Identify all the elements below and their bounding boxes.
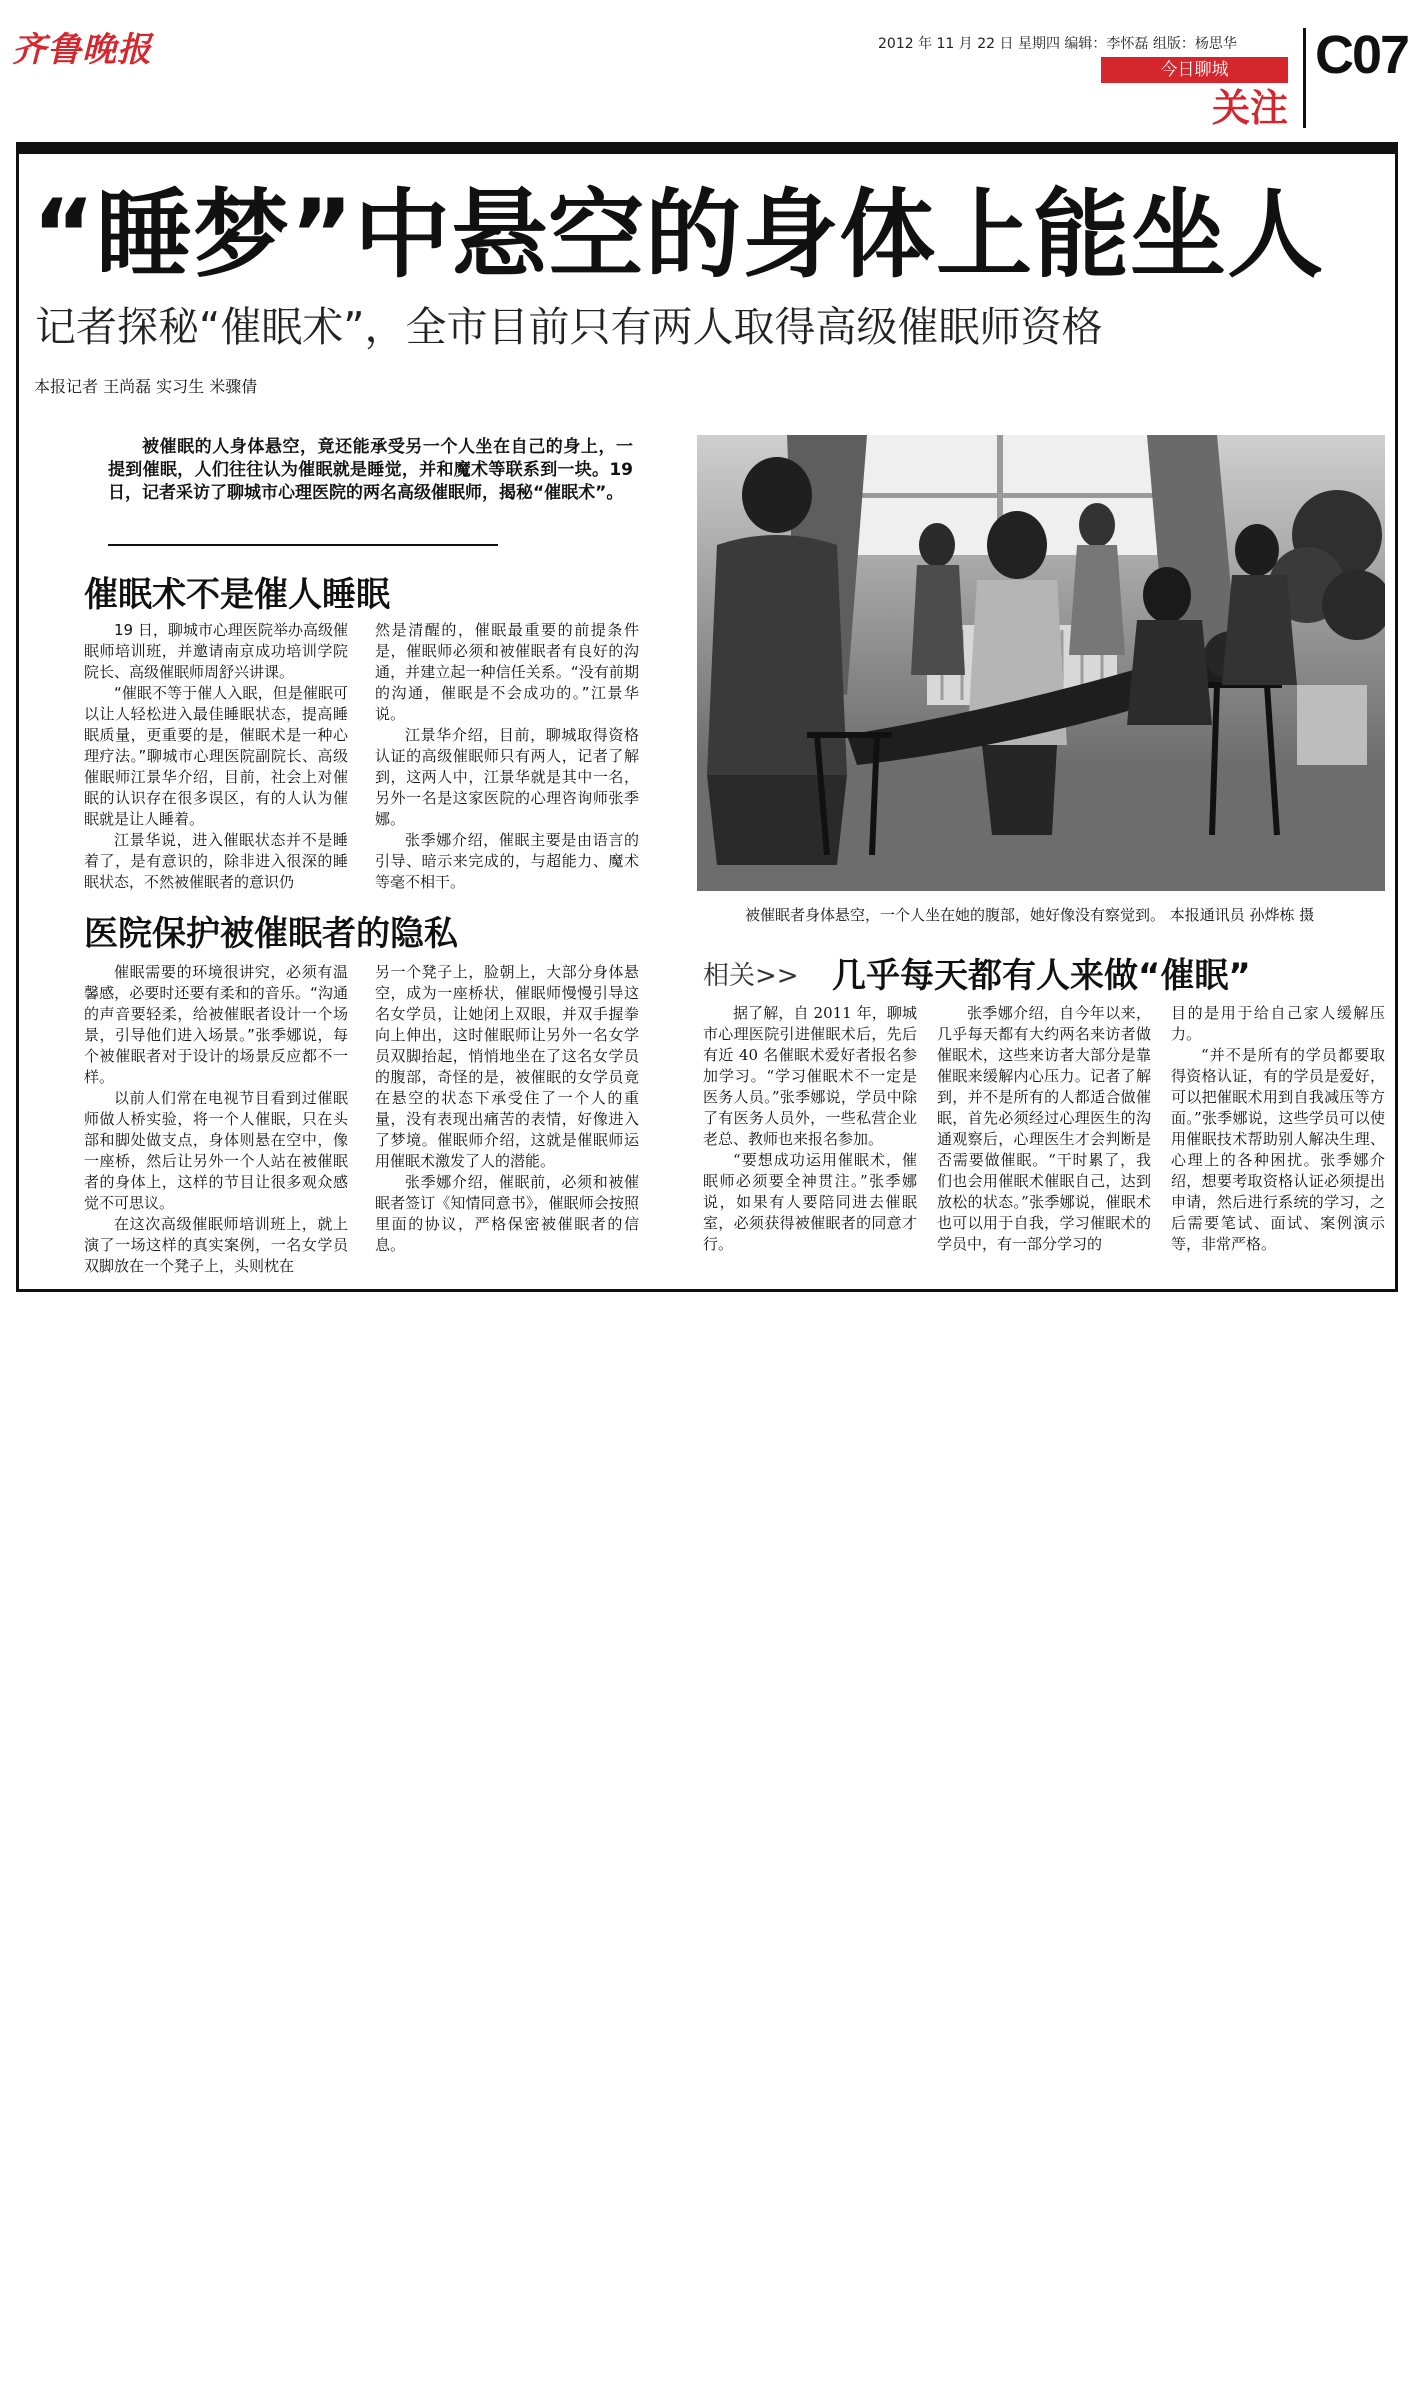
related-column-1 bbox=[703, 1003, 917, 1255]
related-column-3 bbox=[1171, 1003, 1385, 1255]
article-column-3 bbox=[84, 962, 348, 1277]
photo-hypnosis-demo-illustration bbox=[697, 435, 1385, 891]
paragraph: 催眠需要的环境很讲究，必须有温馨感，必要时还要有柔和的音乐。“沟通的声音要轻柔，给被催眠者设计一个场景，引导他们进入场景。”张季娜说，每个被催眠者对于设计的场景反应都不一样。 bbox=[84, 963, 348, 1086]
paragraph: 在这次高级催眠师培训班上，就上演了一场这样的真实案例，一名女学员双脚放在一个凳子上，头则枕在 bbox=[84, 1215, 348, 1275]
paragraph: 另一个凳子上，脸朝上，大部分身体悬空，成为一座桥状，催眠师慢慢引导这名女学员，让她闭上双眼，并双手握拳向上伸出，这时催眠师让另外一名女学员双脚抬起，悄悄地坐在了这名女学员的腹部，奇怪的是，被催眠的女学员竟在悬空的状态下承受住了一个人的重量，没有表现出痛苦的表情，好像进入了梦境。催眠师介绍，这就是催眠师运用催眠术激发了人的潜能。 bbox=[375, 963, 639, 1170]
paragraph: 目的是用于给自己家人缓解压力。 bbox=[1171, 1004, 1385, 1043]
article-frame-top-bar bbox=[16, 142, 1398, 154]
related-label: 相关>> bbox=[703, 961, 799, 991]
headline: “睡梦”中悬空的身体上能坐人 bbox=[32, 179, 1325, 291]
newspaper-logo: 齐鲁晚报 bbox=[12, 30, 152, 70]
related-title: 几乎每天都有人来做“催眠” bbox=[832, 956, 1251, 996]
paragraph: 张季娜介绍，自今年以来，几乎每天都有大约两名来访者做催眠术，这些来访者大部分是靠催眠来缓解内心压力。记者了解到，并不是所有的人都适合做催眠，首先必须经过心理医生的沟通观察后，心理医生才会判断是否需要做催眠。“干时累了，我们也会用催眠术催眠自己，达到放松的状态。”张季娜说，催眠术也可以用于自我，学习催眠术的学员中，有一部分学习的 bbox=[937, 1004, 1151, 1253]
section-bar: 今日聊城 bbox=[1101, 57, 1288, 83]
lead-divider bbox=[108, 544, 498, 546]
paragraph: 据了解，自 2011 年，聊城市心理医院引进催眠术后，先后有近 40 名催眠术爱好者报名参加学习。“学习催眠术不一定是医务人员。”张季娜说，学员中除了有医务人员外，一些私营企业老总、教师也来报名参加。 bbox=[703, 1004, 917, 1148]
subheadline: 记者探秘“催眠术”，全市目前只有两人取得高级催眠师资格 bbox=[35, 303, 1103, 351]
paragraph: 然是清醒的，催眠最重要的前提条件是，催眠师必须和被催眠者有良好的沟通，并建立起一种信任关系。“没有前期的沟通，催眠是不会成功的。”江景华说。 bbox=[375, 621, 639, 723]
lead-paragraph: 被催眠的人身体悬空，竟还能承受另一个人坐在自己的身上，一提到催眠，人们往往认为催眠就是睡觉，并和魔术等联系到一块。19 日，记者采访了聊城市心理医院的两名高级催眠师，揭秘“催眠术”。 bbox=[108, 437, 633, 503]
paragraph: “催眠不等于催人入眠，但是催眠可以让人轻松进入最佳睡眠状态，提高睡眠质量，更重要的是，催眠术是一种心理疗法。”聊城市心理医院副院长、高级催眠师江景华介绍，目前，社会上对催眠的认识存在很多误区，有的人认为催眠就是让人睡着。 bbox=[84, 684, 348, 828]
paragraph: “要想成功运用催眠术，催眠师必须要全神贯注。”张季娜说，如果有人要陪同进去催眠室，必须获得被催眠者的同意才行。 bbox=[703, 1151, 917, 1253]
article-column-2 bbox=[375, 620, 639, 893]
section-title-1: 催眠术不是催人睡眠 bbox=[84, 575, 390, 615]
header-divider bbox=[1303, 28, 1306, 128]
paragraph: 张季娜介绍，催眠前，必须和被催眠者签订《知情同意书》，催眠师会按照里面的协议，严格保密被催眠者的信息。 bbox=[375, 1173, 639, 1254]
page-number: C07 bbox=[1315, 25, 1409, 85]
paragraph: 江景华介绍，目前，聊城取得资格认证的高级催眠师只有两人，记者了解到，这两人中，江景华就是其中一名，另外一名是这家医院的心理咨询师张季娜。 bbox=[375, 726, 639, 828]
article-column-4 bbox=[375, 962, 639, 1256]
byline: 本报记者 王尚磊 实习生 米骤倩 bbox=[34, 377, 258, 396]
paragraph: 19 日，聊城市心理医院举办高级催眠师培训班，并邀请南京成功培训学院院长、高级催眠师周舒兴讲课。 bbox=[84, 621, 348, 681]
section-name: 关注 bbox=[1211, 86, 1288, 130]
section-title-2: 医院保护被催眠者的隐私 bbox=[84, 914, 458, 954]
paragraph: 以前人们常在电视节目看到过催眠师做人桥实验，将一个人催眠，只在头部和脚处做支点，身体则悬在空中，像一座桥，然后让另外一个人站在被催眠者的身体上，这样的节目让很多观众感觉不可思议。 bbox=[84, 1089, 348, 1212]
paragraph: 江景华说，进入催眠状态并不是睡着了，是有意识的，除非进入很深的睡眠状态，不然被催眠者的意识仍 bbox=[84, 831, 348, 891]
related-column-2 bbox=[937, 1003, 1151, 1255]
date-editor-line: 2012 年 11 月 22 日 星期四 编辑：李怀磊 组版：杨思华 bbox=[878, 36, 1237, 52]
paragraph: “并不是所有的学员都要取得资格认证，有的学员是爱好，可以把催眠术用到自我减压等方面。”张季娜说，这些学员可以使用催眠技术帮助别人解决生理、心理上的各种困扰。张季娜介绍，想要考取资格认证必须提出申请，然后进行系统的学习，之后需要笔试、面试、案例演示等，非常严格。 bbox=[1171, 1046, 1385, 1253]
paragraph: 张季娜介绍，催眠主要是由语言的引导、暗示来完成的，与超能力、魔术等毫不相干。 bbox=[375, 831, 639, 891]
article-column-1 bbox=[84, 620, 348, 893]
photo-caption: 被催眠者身体悬空，一个人坐在她的腹部，她好像没有察觉到。 本报通讯员 孙烨栋 摄 bbox=[745, 906, 1315, 924]
news-photo bbox=[697, 435, 1385, 891]
